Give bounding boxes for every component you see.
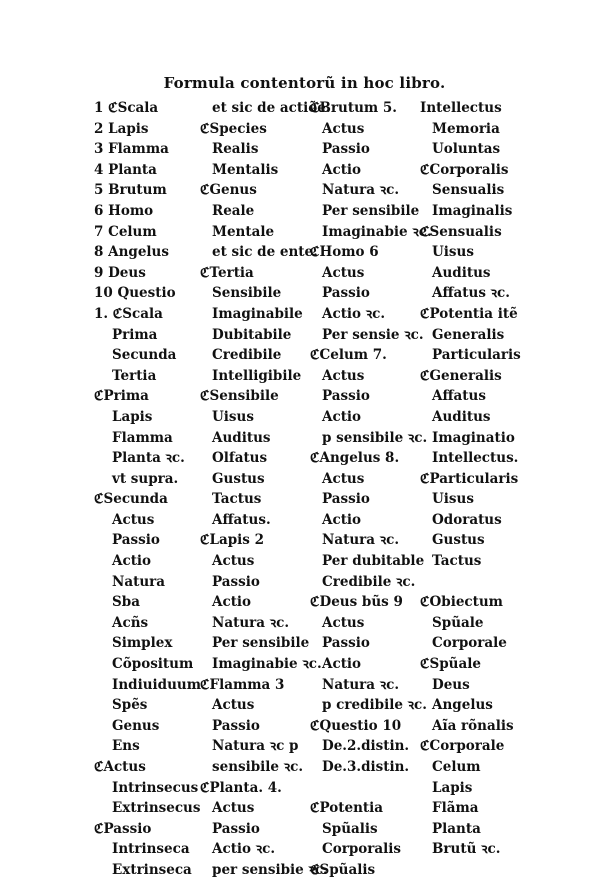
entry-line: ℭSpũalis (310, 861, 376, 878)
entry-line: Actus (322, 614, 365, 631)
entry-line: ℭDeus bũs 9 (310, 594, 403, 611)
entry-line: p sensibile ꝛc. (322, 429, 428, 446)
entry-line: p credibile ꝛc. (322, 697, 427, 714)
entry-line: vt supra. (112, 470, 179, 487)
entry-line: Planta (432, 820, 481, 837)
entry-line: Extrinseca (112, 861, 192, 878)
entry-line: Affatus (432, 388, 486, 405)
entry-line: Intellectus (420, 100, 502, 116)
entry-line: Uisus (432, 244, 474, 261)
entry-line: ℭGenus (200, 182, 257, 199)
entry-line: Natura ꝛc p (212, 738, 299, 755)
entry-line: Angelus (432, 697, 493, 714)
entry-line: Imaginabile (212, 305, 303, 322)
entry-line: Natura ꝛc. (322, 532, 400, 549)
entry-line: Imaginabie ꝛc. (322, 223, 432, 240)
entry-line: Passio (212, 573, 260, 590)
entry-line: ℭBrutum 5. (310, 100, 397, 116)
entry-line: Tactus (432, 553, 482, 570)
entry-line: Gustus (432, 532, 485, 549)
entry-line: Olfatus (212, 450, 268, 467)
entry-line: 7 Celum (94, 223, 157, 240)
entry-line: Secunda (112, 347, 177, 364)
entry-line: ℭHomo 6 (310, 244, 379, 261)
entry-line: ℭSpũale (420, 656, 481, 673)
entry-line: Actio ꝛc. (322, 305, 386, 322)
entry-line: Particularis (432, 347, 521, 364)
entry-line: sensibile ꝛc. (212, 759, 304, 775)
entry-line: Natura (112, 573, 165, 590)
entry-line: Passio (112, 532, 160, 549)
entry-line: Passio (322, 491, 370, 508)
entry-line: Aĩa rõnalis (432, 717, 514, 734)
entry-line: Acñs (112, 614, 149, 631)
entry-line: 2 Lapis (94, 120, 149, 137)
column-3 (310, 98, 432, 881)
entry-line: De.2.distin. (322, 738, 410, 755)
entry-line (420, 572, 521, 593)
entry-line: Passio (212, 717, 260, 734)
entry-line: Actus (212, 800, 255, 817)
entry-line: Per sensie ꝛc. (322, 326, 424, 343)
entry-line: Spẽs (112, 697, 148, 714)
entry-line: Intelligibile (212, 367, 302, 384)
entry-line: ℭQuestio 10 (310, 717, 402, 734)
entry-line (310, 778, 432, 799)
entry-line: Auditus (432, 408, 491, 425)
entry-line: ℭObiectum (420, 594, 503, 611)
entry-line: 8 Angelus (94, 244, 169, 261)
entry-line: Flamma (112, 429, 173, 446)
entry-line: ℭCelum 7. (310, 347, 387, 364)
entry-line: Sba (112, 594, 140, 611)
entry-line: 5 Brutum (94, 182, 167, 199)
entry-line: ℭParticularis (420, 470, 519, 487)
entry-line: ℭTertia (200, 264, 254, 281)
entry-line: Sensualis (432, 182, 505, 199)
entry-line: Actio (212, 594, 252, 611)
entry-line: Actio (322, 656, 362, 673)
entry-line: ℭFlamma 3 (200, 676, 285, 693)
entry-line: Actio (322, 408, 362, 425)
entry-line: Memoria (432, 120, 500, 137)
entry-line: 4 Planta (94, 161, 157, 178)
entry-line: Natura ꝛc. (322, 182, 400, 199)
entry-line: Actio ꝛc. (212, 841, 276, 858)
entry-line: Passio (322, 635, 370, 652)
entry-line: Imaginatio (432, 429, 515, 446)
entry-line: Natura ꝛc. (322, 676, 400, 693)
entry-line: Reale (212, 202, 255, 219)
entry-line: Tactus (212, 491, 262, 508)
entry-line: Per sensibile (212, 635, 310, 652)
entry-line: Corporale (432, 635, 507, 652)
entry-line: Mentale (212, 223, 275, 240)
entry-line: 3 Flamma (94, 141, 169, 158)
entry-line: Actus (322, 367, 365, 384)
entry-line: Uisus (212, 408, 254, 425)
entry-line: De.3.distin. (322, 759, 410, 775)
entry-line: Auditus (212, 429, 271, 446)
column-1 (94, 98, 201, 881)
column-4 (420, 98, 521, 860)
entry-line: Uisus (432, 491, 474, 508)
entry-line: Prima (112, 326, 158, 343)
entry-line: Affatus. (212, 511, 271, 528)
entry-line: ℭCorporalis (420, 161, 509, 178)
entry-line: Actio (322, 161, 362, 178)
entry-line: Uoluntas (432, 141, 501, 158)
entry-line: Extrinsecus (112, 800, 201, 817)
entry-line: ℭSensualis (420, 223, 502, 240)
entry-line: Indiuiduum (112, 676, 201, 693)
entry-line: ℭPrima (94, 388, 149, 405)
entry-line: Actus (322, 264, 365, 281)
entry-line: Intrinseca (112, 841, 190, 858)
entry-line: ℭSensibile (200, 388, 279, 405)
entry-line: Genus (112, 717, 160, 734)
entry-line: Credibile (212, 347, 282, 364)
entry-line: Auditus (432, 264, 491, 281)
entry-line: Intellectus. (432, 450, 519, 467)
entry-line: Per sensibile (322, 202, 420, 219)
entry-line: Lapis (112, 408, 153, 425)
entry-line: Credibile ꝛc. (322, 573, 416, 590)
entry-line: et sic de ente. (212, 244, 318, 261)
entry-line: ℭPlanta. 4. (200, 779, 282, 796)
entry-line: ℭSecunda (94, 491, 168, 508)
entry-line: 1 ℭScala (94, 100, 159, 116)
entry-line: Spũalis (322, 820, 378, 837)
entry-line: Intrinsecus (112, 779, 199, 796)
entry-line: ℭSpecies (200, 120, 267, 137)
entry-line: Deus (432, 676, 470, 693)
entry-line: ℭPotentia itẽ (420, 305, 518, 322)
entry-line: Generalis (432, 326, 505, 343)
entry-line: per sensibie ꝛc. (212, 861, 328, 878)
entry-line: Mentalis (212, 161, 279, 178)
entry-line: Lapis (432, 779, 473, 796)
entry-line: 6 Homo (94, 202, 154, 219)
entry-line: 1. ℭScala (94, 305, 163, 322)
entry-line: ℭAngelus 8. (310, 450, 400, 467)
entry-line: Passio (322, 285, 370, 302)
entry-line: Affatus ꝛc. (432, 285, 510, 302)
entry-line: Actus (322, 120, 365, 137)
entry-line: ℭGeneralis (420, 367, 502, 384)
entry-line: Actus (212, 697, 255, 714)
entry-line: Passio (322, 388, 370, 405)
entry-line: 9 Deus (94, 264, 146, 281)
entry-line: Corporalis (322, 841, 402, 858)
entry-line: Actus (112, 511, 155, 528)
entry-line: Sensibile (212, 285, 282, 302)
entry-line: ℭActus (94, 759, 146, 775)
entry-line: Flãma (432, 800, 479, 817)
entry-line: Cõpositum (112, 656, 194, 673)
page-title: Formula contentorũ in hoc libro. (163, 74, 446, 92)
entry-line: ℭLapis 2 (200, 532, 264, 549)
entry-line: et sic de actiõe. (212, 100, 331, 116)
entry-line: 10 Questio (94, 285, 176, 302)
entry-line: Imaginalis (432, 202, 513, 219)
entry-line: Spũale (432, 614, 484, 631)
entry-line: Gustus (212, 470, 265, 487)
entry-line: Natura ꝛc. (212, 614, 290, 631)
entry-line: Actio (322, 511, 362, 528)
entry-line: Dubitabile (212, 326, 292, 343)
entry-line: Ens (112, 738, 140, 755)
entry-line: Simplex (112, 635, 173, 652)
entry-line: Tertia (112, 367, 157, 384)
entry-line: ℭPotentia (310, 800, 384, 817)
entry-line: Imaginabie ꝛc. (212, 656, 322, 673)
entry-line: Actus (322, 470, 365, 487)
entry-line: Actio (112, 553, 152, 570)
entry-line: Planta ꝛc. (112, 450, 185, 467)
entry-line: Passio (322, 141, 370, 158)
entry-line: ℭPassio (94, 820, 152, 837)
entry-line: ℭCorporale (420, 738, 505, 755)
entry-line: Per dubitable (322, 553, 425, 570)
entry-line: Realis (212, 141, 259, 158)
entry-line: Celum (432, 759, 481, 775)
entry-line: Brutũ ꝛc. (432, 841, 501, 858)
entry-line: Odoratus (432, 511, 502, 528)
entry-line: Actus (212, 553, 255, 570)
entry-line: Passio (212, 820, 260, 837)
